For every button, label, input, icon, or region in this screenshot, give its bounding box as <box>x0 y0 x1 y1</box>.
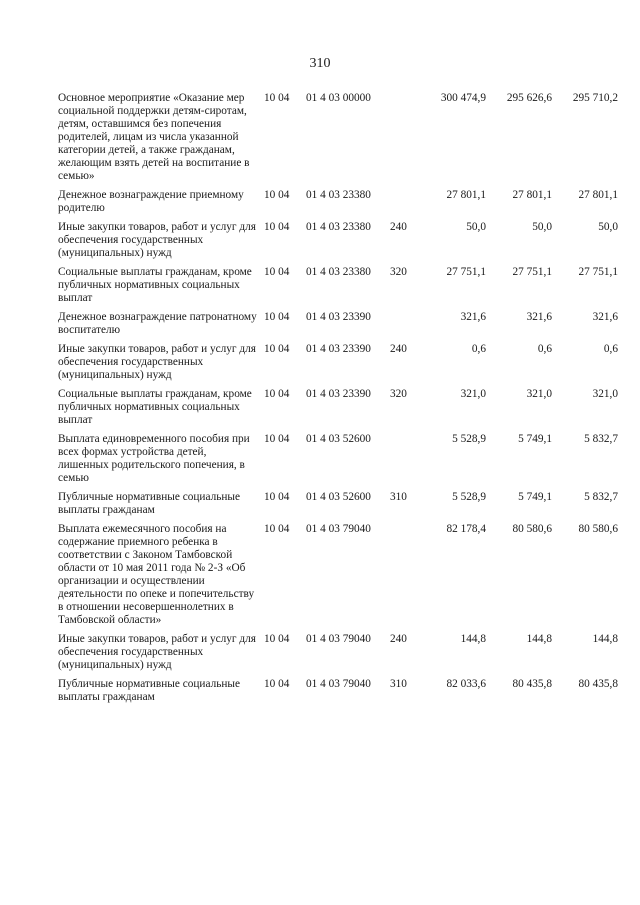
row-name: Денежное вознаграждение патронатному воспитателю <box>58 311 257 336</box>
row-section-code: 10 04 <box>264 189 290 201</box>
row-name: Публичные нормативные социальные выплаты гражданам <box>58 491 241 516</box>
row-name: Выплата ежемесячного пособия на содержание приемного ребенка в соответствии с Законом Тамбовской области от 10 мая 2011 года № 2-З «Об организации и осуществлении деятельности по опеке и попечительству в отношении несовершеннолетних в Тамбовской области» <box>58 523 255 626</box>
table-row <box>58 221 618 266</box>
table-row <box>58 343 618 388</box>
table-row <box>58 633 618 678</box>
row-value-2: 80 580,6 <box>512 523 552 535</box>
row-value-3: 80 580,6 <box>578 523 618 535</box>
row-section-code: 10 04 <box>264 633 290 645</box>
row-section-code: 10 04 <box>264 311 290 323</box>
row-value-2: 0,6 <box>537 343 552 355</box>
row-target-code: 01 4 03 52600 <box>306 491 371 503</box>
row-value-2: 144,8 <box>526 633 552 645</box>
row-value-3: 295 710,2 <box>572 92 618 104</box>
row-section-code: 10 04 <box>264 221 290 233</box>
row-expense-type: 310 <box>390 678 407 690</box>
row-name: Социальные выплаты гражданам, кроме публичных нормативных социальных выплат <box>58 266 252 304</box>
row-expense-type <box>390 433 416 491</box>
row-value-2: 321,0 <box>526 388 552 400</box>
row-value-3: 0,6 <box>603 343 618 355</box>
table-row <box>58 266 618 311</box>
table-row <box>58 92 618 189</box>
row-section-code: 10 04 <box>264 433 290 445</box>
row-value-1: 50,0 <box>466 221 486 233</box>
row-value-3: 144,8 <box>592 633 618 645</box>
row-value-1: 321,6 <box>460 311 486 323</box>
row-expense-type: 240 <box>390 221 407 233</box>
row-value-1: 82 033,6 <box>446 678 486 690</box>
row-name: Социальные выплаты гражданам, кроме публичных нормативных социальных выплат <box>58 388 252 426</box>
table-row <box>58 678 618 710</box>
row-value-1: 5 528,9 <box>452 491 486 503</box>
row-value-2: 295 626,6 <box>506 92 552 104</box>
row-value-3: 27 751,1 <box>578 266 618 278</box>
row-expense-type <box>390 523 416 633</box>
row-value-1: 300 474,9 <box>440 92 486 104</box>
table-row <box>58 311 618 343</box>
row-target-code: 01 4 03 23380 <box>306 189 371 201</box>
row-value-3: 321,6 <box>592 311 618 323</box>
row-target-code: 01 4 03 23390 <box>306 311 371 323</box>
row-value-3: 27 801,1 <box>578 189 618 201</box>
row-section-code: 10 04 <box>264 523 290 535</box>
row-value-3: 5 832,7 <box>584 433 618 445</box>
row-target-code: 01 4 03 23380 <box>306 266 371 278</box>
table-body <box>58 92 618 710</box>
row-expense-type: 310 <box>390 491 407 503</box>
row-value-1: 321,0 <box>460 388 486 400</box>
row-expense-type <box>390 92 416 189</box>
row-target-code: 01 4 03 79040 <box>306 523 371 535</box>
row-value-2: 27 751,1 <box>512 266 552 278</box>
row-name: Выплата единовременного пособия при всех формах устройства детей, лишенных родительского попечения, в семью <box>58 433 250 484</box>
row-value-3: 50,0 <box>598 221 618 233</box>
row-value-2: 50,0 <box>532 221 552 233</box>
row-target-code: 01 4 03 79040 <box>306 678 371 690</box>
row-target-code: 01 4 03 23390 <box>306 388 371 400</box>
row-expense-type <box>390 189 416 221</box>
budget-table <box>58 92 618 710</box>
row-value-3: 80 435,8 <box>578 678 618 690</box>
table-row <box>58 523 618 633</box>
row-value-1: 0,6 <box>471 343 486 355</box>
row-section-code: 10 04 <box>264 266 290 278</box>
row-value-2: 27 801,1 <box>512 189 552 201</box>
table-row <box>58 433 618 491</box>
row-value-1: 82 178,4 <box>446 523 486 535</box>
row-expense-type: 240 <box>390 633 407 645</box>
page-number: 310 <box>309 56 331 71</box>
row-target-code: 01 4 03 00000 <box>306 92 371 104</box>
row-value-1: 144,8 <box>460 633 486 645</box>
row-section-code: 10 04 <box>264 678 290 690</box>
row-value-3: 5 832,7 <box>584 491 618 503</box>
row-value-1: 27 751,1 <box>446 266 486 278</box>
table-row <box>58 189 618 221</box>
row-expense-type: 240 <box>390 343 407 355</box>
row-name: Публичные нормативные социальные выплаты гражданам <box>58 678 241 703</box>
row-value-2: 80 435,8 <box>512 678 552 690</box>
table-row <box>58 388 618 433</box>
row-value-3: 321,0 <box>592 388 618 400</box>
row-target-code: 01 4 03 79040 <box>306 633 371 645</box>
row-value-1: 5 528,9 <box>452 433 486 445</box>
row-expense-type <box>390 311 416 343</box>
row-target-code: 01 4 03 23390 <box>306 343 371 355</box>
row-expense-type: 320 <box>390 388 407 400</box>
row-name: Основное мероприятие «Оказание мер социальной поддержки детям-сиротам, детям, оставшимся без попечения родителей, лицам из числа указанной категории детей, а также гражданам, желающим взять детей на воспитание в семью» <box>58 92 250 182</box>
row-section-code: 10 04 <box>264 491 290 503</box>
row-section-code: 10 04 <box>264 92 290 104</box>
row-target-code: 01 4 03 52600 <box>306 433 371 445</box>
row-section-code: 10 04 <box>264 388 290 400</box>
row-name: Иные закупки товаров, работ и услуг для обеспечения государственных (муниципальных) нужд <box>58 343 256 381</box>
row-value-2: 5 749,1 <box>518 491 552 503</box>
row-value-1: 27 801,1 <box>446 189 486 201</box>
row-value-2: 5 749,1 <box>518 433 552 445</box>
row-expense-type: 320 <box>390 266 407 278</box>
row-name: Иные закупки товаров, работ и услуг для обеспечения государственных (муниципальных) нужд <box>58 221 256 259</box>
row-name: Иные закупки товаров, работ и услуг для обеспечения государственных (муниципальных) нужд <box>58 633 256 671</box>
row-name: Денежное вознаграждение приемному родителю <box>58 189 244 214</box>
row-target-code: 01 4 03 23380 <box>306 221 371 233</box>
row-value-2: 321,6 <box>526 311 552 323</box>
row-section-code: 10 04 <box>264 343 290 355</box>
table-row <box>58 491 618 523</box>
